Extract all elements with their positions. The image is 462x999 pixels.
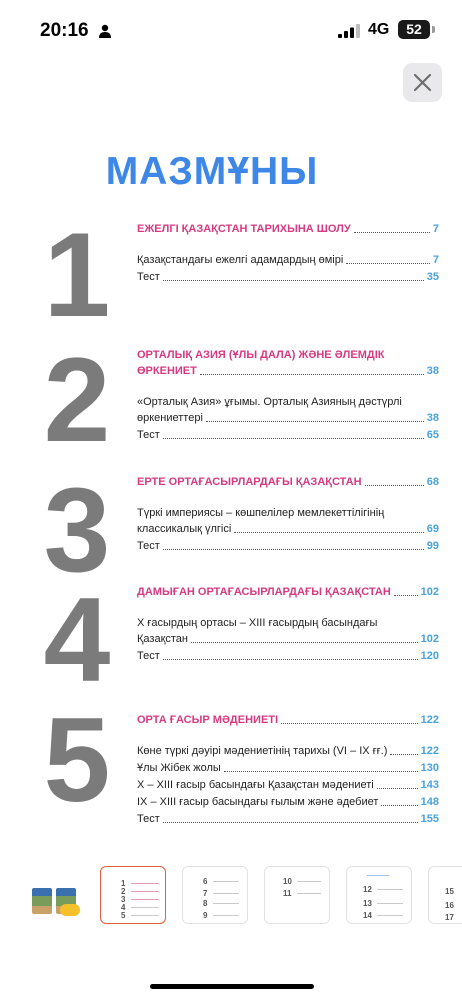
thumbnail-page[interactable]: 6 7 8 9 bbox=[182, 866, 248, 924]
status-bar bbox=[0, 0, 462, 60]
page-title: МАЗМҰНЫ bbox=[105, 150, 319, 193]
thumbnail-page[interactable]: 10 11 bbox=[264, 866, 330, 924]
toc-entry[interactable]: Тест 35 bbox=[137, 271, 439, 283]
cellular-signal-icon bbox=[338, 24, 360, 38]
toc-entry[interactable]: X – XIII ғасыр басындағы Қазақстан мәдениеті 143 bbox=[137, 779, 439, 791]
chapter-number: 5 bbox=[43, 693, 111, 827]
close-icon bbox=[413, 73, 432, 92]
status-time: 20:16 bbox=[40, 20, 89, 41]
thumbnail-page[interactable]: 15 16 17 bbox=[428, 866, 462, 924]
toc-entry[interactable]: ЕЖЕЛГІ ҚАЗАҚСТАН ТАРИХЫНА ШОЛУ 7 bbox=[137, 223, 439, 235]
toc-entry[interactable]: Тест 120 bbox=[137, 650, 439, 662]
chapter-number: 2 bbox=[43, 333, 111, 467]
toc-entry[interactable]: өркениеттері 38 bbox=[137, 412, 439, 424]
person-icon bbox=[98, 24, 112, 38]
close-button[interactable] bbox=[403, 63, 442, 102]
thumbnail-page[interactable]: 12 13 14 bbox=[346, 866, 412, 924]
chapter-number: 3 bbox=[43, 463, 111, 597]
chapter-number: 4 bbox=[43, 573, 111, 707]
toc-entry[interactable]: классикалық үлгісі 69 bbox=[137, 523, 439, 535]
chapter-number: 1 bbox=[43, 208, 111, 342]
page-thumbnail-strip[interactable] bbox=[0, 862, 462, 932]
note-badge bbox=[60, 904, 80, 916]
toc-entry[interactable]: Тест 99 bbox=[137, 540, 439, 552]
toc-entry[interactable]: Қазақстандағы ежелгі адамдардың өмірі 7 bbox=[137, 254, 439, 266]
book-cover-image bbox=[32, 888, 52, 914]
thumbnail-cover[interactable] bbox=[18, 866, 84, 924]
network-type: 4G bbox=[368, 21, 390, 38]
toc-entry[interactable]: Қазақстан 102 bbox=[137, 633, 439, 645]
battery-tip bbox=[432, 26, 435, 33]
toc-entry[interactable]: ДАМЫҒАН ОРТАҒАСЫРЛАРДАҒЫ ҚАЗАҚСТАН 102 bbox=[137, 586, 439, 598]
toc-entry[interactable]: Ұлы Жібек жолы 130 bbox=[137, 762, 439, 774]
toc-entry[interactable]: Тест 65 bbox=[137, 429, 439, 441]
toc-entry[interactable]: Тест 155 bbox=[137, 813, 439, 825]
toc-entry[interactable]: ӨРКЕНИЕТ 38 bbox=[137, 365, 439, 377]
home-indicator[interactable] bbox=[150, 984, 314, 989]
battery-icon: 52 bbox=[398, 20, 430, 39]
toc-entry[interactable]: ОРТА ҒАСЫР МӘДЕНИЕТІ 122 bbox=[137, 714, 439, 726]
toc-entry[interactable]: ЕРТЕ ОРТАҒАСЫРЛАРДАҒЫ ҚАЗАҚСТАН 68 bbox=[137, 476, 439, 488]
toc-entry[interactable]: Көне түркі дәуірі мәдениетінің тарихы (VI – IX ғғ.) 122 bbox=[137, 745, 439, 757]
toc-entry[interactable]: IX – XIII ғасыр басындағы ғылым және әдебиет 148 bbox=[137, 796, 439, 808]
thumbnail-page-selected[interactable]: 1 2 3 4 5 bbox=[100, 866, 166, 924]
